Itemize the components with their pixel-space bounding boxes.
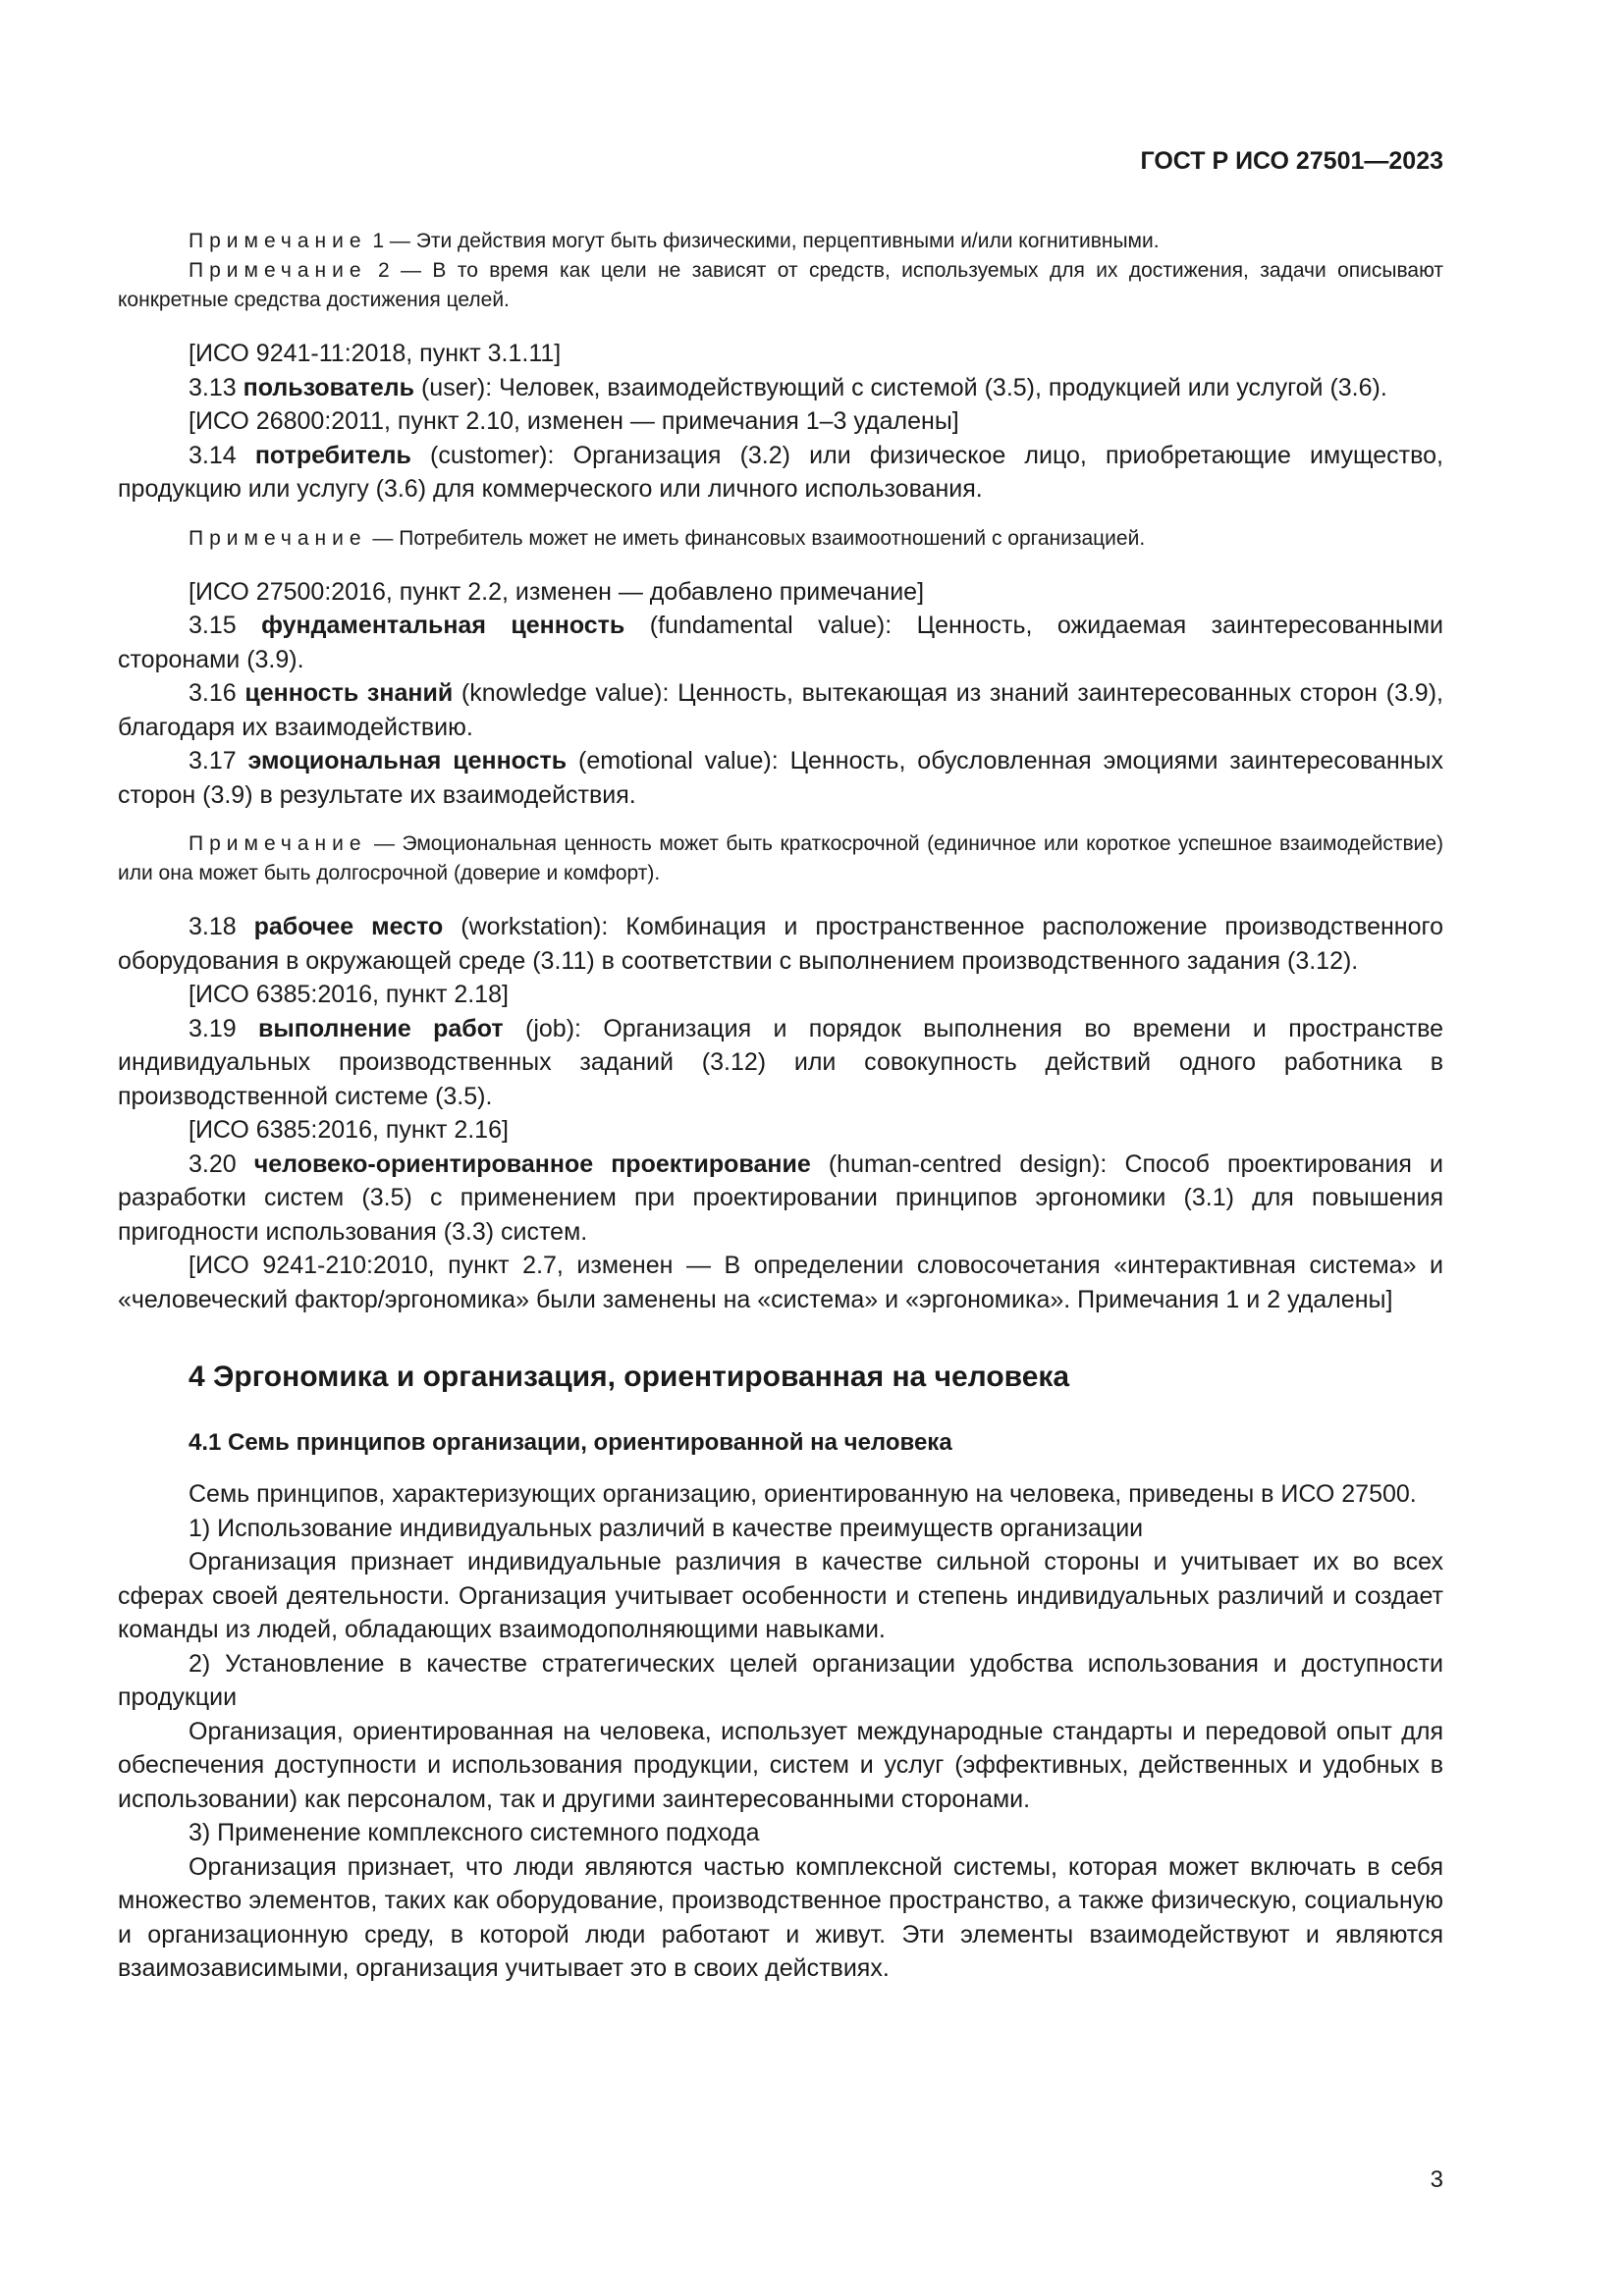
note-label: Примечание	[189, 259, 367, 282]
term-name: потребитель	[254, 441, 411, 469]
reference-3-20: [ИСО 9241-210:2010, пункт 2.7, изменен — В определении словосочетания «интерактивная система» и «человеческий фактор/эргономика» были заменены на «система» и «эргономика». Примечания 1 и 2 удалены]	[118, 1252, 1443, 1313]
note-label: Примечание	[189, 526, 367, 550]
note-1: Примечание 1 — Эти действия могут быть физическими, перцептивными и/или когнитивными.	[189, 230, 1160, 252]
principle-3-title: 3) Применение комплексного системного подхода	[189, 1819, 760, 1846]
body-paragraph: Организация признает индивидуальные различия в качестве сильной стороны и учитывает их во всех сферах своей деятельности. Организация учитывает особенности и степень индивидуальных различий и создает команды из людей, обладающих взаимодополняющими навыками.	[118, 1548, 1443, 1643]
term-3-13: 3.13 пользователь (user): Человек, взаимодействующий с системой (3.5), продукцией или услугой (3.6).	[189, 373, 1387, 401]
note-3-17: Примечание — Эмоциональная ценность может быть краткосрочной (единичное или короткое успешное взаимодействие) или она может быть долгосрочной (доверие и комфорт).	[118, 832, 1443, 884]
term-name: рабочее место	[253, 913, 444, 940]
section-4-1-heading: 4.1 Семь принципов организации, ориентированной на человека	[189, 1429, 952, 1456]
body-paragraph: Организация, ориентированная на человека, использует международные стандарты и передовой опыт для обеспечения доступности и использования продукции, систем и услуг (эффективных, действенных и удобных в использовании) как персоналом, так и другими заинтересованными сторонами.	[118, 1717, 1443, 1813]
term-name: эмоциональная ценность	[247, 747, 568, 774]
term-3-19: 3.19 выполнение работ (job): Организация и порядок выполнения во времени и пространстве индивидуальных производственных заданий (3.12) или совокупность действий одного работника в производственной системе (3.5).	[118, 1014, 1443, 1110]
body-paragraph: Семь принципов, характеризующих организацию, ориентированную на человека, приведены в ИСО 27500.	[189, 1480, 1417, 1508]
reference-3-13: [ИСО 26800:2011, пункт 2.10, изменен — примечания 1–3 удалены]	[189, 407, 959, 435]
section-4-heading: 4 Эргономика и организация, ориентированная на человека	[189, 1361, 1070, 1393]
document-code: ГОСТ Р ИСО 27501—2023	[1140, 147, 1443, 175]
term-name: пользователь	[243, 373, 415, 401]
term-3-15: 3.15 фундаментальная ценность (fundamental value): Ценность, ожидаемая заинтересованными сторонами (3.9).	[118, 612, 1443, 673]
term-name: ценность знаний	[244, 679, 454, 707]
principle-1-title: 1) Использование индивидуальных различий в качестве преимуществ организации	[189, 1514, 1144, 1542]
term-3-14: 3.14 потребитель (customer): Организация (3.2) или физическое лицо, приобретающие имущество, продукцию или услугу (3.6) для коммерческого или личного использования.	[118, 441, 1443, 503]
page-number: 3	[1430, 2166, 1443, 2193]
document-page	[118, 147, 1443, 1986]
body-paragraph: Организация признает, что люди являются частью комплексной системы, которая может включать в себя множество элементов, таких как оборудование, производственное пространство, а также физическую, социальную и организационную среду, в которой люди работают и живут. Эти элементы взаимодействуют и являются взаимозависимыми, организация учитывает это в своих действиях.	[118, 1852, 1443, 1982]
term-3-17: 3.17 эмоциональная ценность (emotional value): Ценность, обусловленная эмоциями заинтересованных сторон (3.9) в результате их взаимодействия.	[118, 747, 1443, 809]
note-2: Примечание 2 — В то время как цели не зависят от средств, используемых для их достижения, задачи описывают конкретные средства достижения целей.	[118, 259, 1444, 311]
note-label: Примечание	[189, 832, 367, 855]
reference-3-14: [ИСО 27500:2016, пункт 2.2, изменен — добавлено примечание]	[189, 577, 925, 606]
term-name: фундаментальная ценность	[261, 612, 625, 639]
term-3-18: 3.18 рабочее место (workstation): Комбинация и пространственное расположение производственного оборудования в окружающей среде (3.11) в соответствии с выполнением производственного задания (3.12).	[118, 913, 1443, 975]
reference-3-19: [ИСО 6385:2016, пункт 2.16]	[189, 1116, 509, 1144]
term-name: человеко-ориентированное проектирование	[253, 1149, 811, 1178]
term-3-16: 3.16 ценность знаний (knowledge value): Ценность, вытекающая из знаний заинтересованных сторон (3.9), благодаря их взаимодействию.	[118, 679, 1443, 741]
reference-3-18: [ИСО 6385:2016, пункт 2.18]	[189, 981, 509, 1008]
note-label: Примечание	[189, 230, 367, 252]
reference-3-12: [ИСО 9241-11:2018, пункт 3.1.11]	[189, 340, 562, 367]
note-3-14: Примечание — Потребитель может не иметь финансовых взаимоотношений с организацией.	[189, 526, 1146, 550]
term-name: выполнение работ	[258, 1014, 504, 1042]
term-3-20: 3.20 человеко-ориентированное проектирование (human-centred design): Способ проектирования и разработки систем (3.5) с применением при проектировании принципов эргономики (3.1) для повышения пригодности использования (3.3) систем.	[118, 1149, 1444, 1246]
principle-2-title: 2) Установление в качестве стратегических целей организации удобства использования и доступности продукции	[118, 1649, 1443, 1711]
